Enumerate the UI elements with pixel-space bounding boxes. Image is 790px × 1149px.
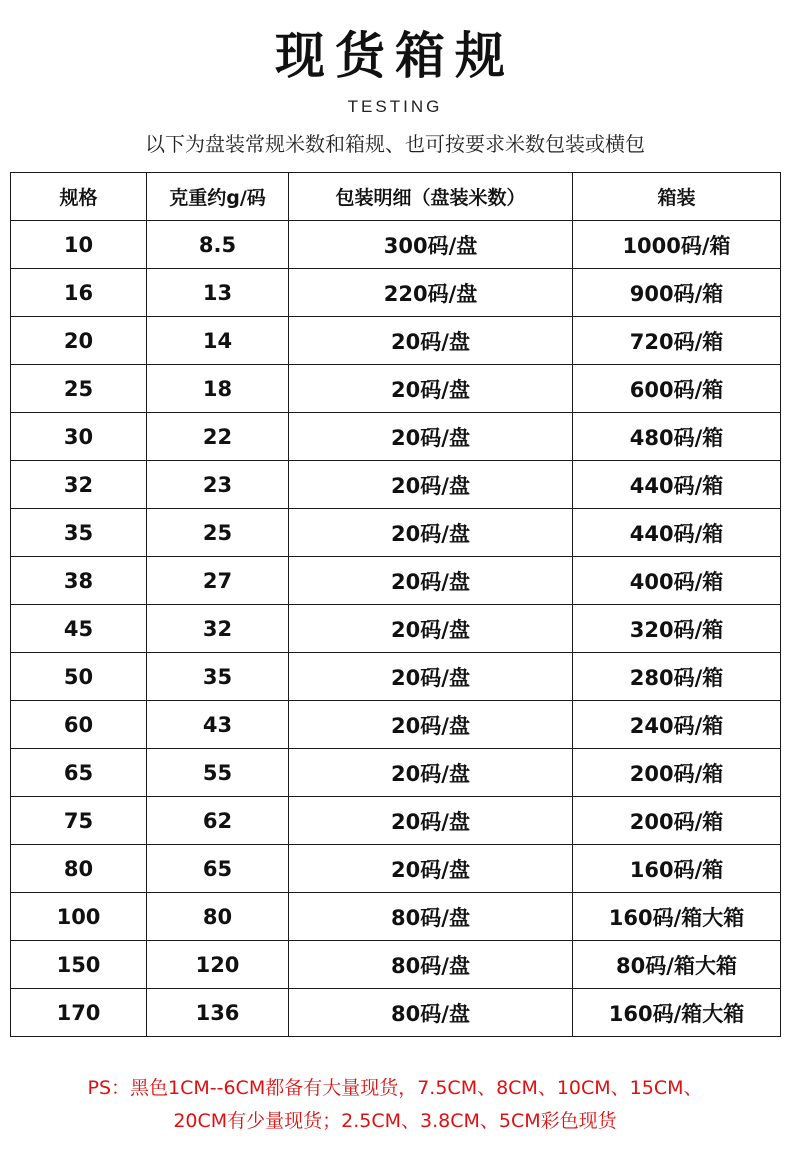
- cell-carton: 480码/箱: [573, 413, 781, 461]
- cell-spec: 100: [11, 893, 147, 941]
- cell-roll-packing: 20码/盘: [289, 845, 573, 893]
- cell-spec: 25: [11, 365, 147, 413]
- cell-carton: 900码/箱: [573, 269, 781, 317]
- cell-spec: 60: [11, 701, 147, 749]
- cell-roll-packing: 20码/盘: [289, 317, 573, 365]
- cell-carton: 200码/箱: [573, 749, 781, 797]
- table-row: [11, 509, 781, 557]
- cell-roll-packing: 20码/盘: [289, 797, 573, 845]
- cell-weight: 14: [147, 317, 289, 365]
- cell-weight: 65: [147, 845, 289, 893]
- table-row: [11, 797, 781, 845]
- cell-roll-packing: 80码/盘: [289, 941, 573, 989]
- cell-carton: 80码/箱大箱: [573, 941, 781, 989]
- cell-roll-packing: 20码/盘: [289, 605, 573, 653]
- cell-roll-packing: 20码/盘: [289, 461, 573, 509]
- column-header-carton: 箱装: [573, 173, 781, 221]
- column-header-roll-packing: 包装明细（盘装米数）: [289, 173, 573, 221]
- table-row: [11, 653, 781, 701]
- cell-carton: 440码/箱: [573, 461, 781, 509]
- cell-roll-packing: 20码/盘: [289, 413, 573, 461]
- column-header-spec: 规格: [11, 173, 147, 221]
- cell-carton: 440码/箱: [573, 509, 781, 557]
- table-row: [11, 317, 781, 365]
- cell-spec: 38: [11, 557, 147, 605]
- cell-roll-packing: 20码/盘: [289, 509, 573, 557]
- cell-weight: 136: [147, 989, 289, 1037]
- ps-note-line-2: 20CM有少量现货；2.5CM、3.8CM、5CM彩色现货: [173, 1110, 617, 1132]
- cell-spec: 20: [11, 317, 147, 365]
- cell-roll-packing: 300码/盘: [289, 221, 573, 269]
- cell-spec: 65: [11, 749, 147, 797]
- cell-weight: 120: [147, 941, 289, 989]
- spec-table: [10, 172, 781, 1037]
- cell-carton: 200码/箱: [573, 797, 781, 845]
- cell-weight: 55: [147, 749, 289, 797]
- cell-spec: 45: [11, 605, 147, 653]
- ps-note: [0, 1072, 790, 1138]
- cell-weight: 32: [147, 605, 289, 653]
- table-row: [11, 605, 781, 653]
- cell-weight: 13: [147, 269, 289, 317]
- ps-note-line-1: PS：黑色1CM--6CM都备有大量现货，7.5CM、8CM、10CM、15CM、: [87, 1077, 703, 1099]
- page-title: 现货箱规: [275, 27, 515, 85]
- cell-spec: 10: [11, 221, 147, 269]
- table-row: [11, 221, 781, 269]
- cell-spec: 32: [11, 461, 147, 509]
- table-row: [11, 989, 781, 1037]
- table-row: [11, 365, 781, 413]
- table-row: [11, 461, 781, 509]
- cell-weight: 62: [147, 797, 289, 845]
- cell-weight: 27: [147, 557, 289, 605]
- cell-carton: 400码/箱: [573, 557, 781, 605]
- table-header-row: [11, 173, 781, 221]
- cell-roll-packing: 20码/盘: [289, 365, 573, 413]
- cell-roll-packing: 20码/盘: [289, 653, 573, 701]
- cell-carton: 160码/箱大箱: [573, 989, 781, 1037]
- cell-spec: 80: [11, 845, 147, 893]
- cell-spec: 170: [11, 989, 147, 1037]
- cell-spec: 50: [11, 653, 147, 701]
- table-row: [11, 269, 781, 317]
- table-row: [11, 413, 781, 461]
- table-row: [11, 749, 781, 797]
- cell-weight: 8.5: [147, 221, 289, 269]
- cell-weight: 43: [147, 701, 289, 749]
- cell-roll-packing: 20码/盘: [289, 749, 573, 797]
- cell-carton: 160码/箱: [573, 845, 781, 893]
- cell-roll-packing: 220码/盘: [289, 269, 573, 317]
- cell-carton: 720码/箱: [573, 317, 781, 365]
- table-row: [11, 941, 781, 989]
- cell-carton: 240码/箱: [573, 701, 781, 749]
- cell-roll-packing: 80码/盘: [289, 893, 573, 941]
- cell-spec: 30: [11, 413, 147, 461]
- table-row: [11, 557, 781, 605]
- cell-weight: 23: [147, 461, 289, 509]
- cell-carton: 600码/箱: [573, 365, 781, 413]
- cell-weight: 22: [147, 413, 289, 461]
- cell-carton: 280码/箱: [573, 653, 781, 701]
- cell-spec: 150: [11, 941, 147, 989]
- cell-spec: 35: [11, 509, 147, 557]
- packing-note: 以下为盘装常规米数和箱规、也可按要求米数包装或横包: [145, 132, 645, 156]
- cell-weight: 25: [147, 509, 289, 557]
- cell-weight: 80: [147, 893, 289, 941]
- page-subtitle: TESTING: [347, 97, 443, 116]
- table-row: [11, 893, 781, 941]
- table-row: [11, 845, 781, 893]
- table-body: [11, 221, 781, 1037]
- cell-weight: 18: [147, 365, 289, 413]
- cell-roll-packing: 80码/盘: [289, 989, 573, 1037]
- cell-carton: 1000码/箱: [573, 221, 781, 269]
- cell-weight: 35: [147, 653, 289, 701]
- cell-roll-packing: 20码/盘: [289, 701, 573, 749]
- cell-spec: 75: [11, 797, 147, 845]
- cell-carton: 320码/箱: [573, 605, 781, 653]
- cell-spec: 16: [11, 269, 147, 317]
- table-row: [11, 701, 781, 749]
- column-header-weight: 克重约g/码: [147, 173, 289, 221]
- cell-carton: 160码/箱大箱: [573, 893, 781, 941]
- cell-roll-packing: 20码/盘: [289, 557, 573, 605]
